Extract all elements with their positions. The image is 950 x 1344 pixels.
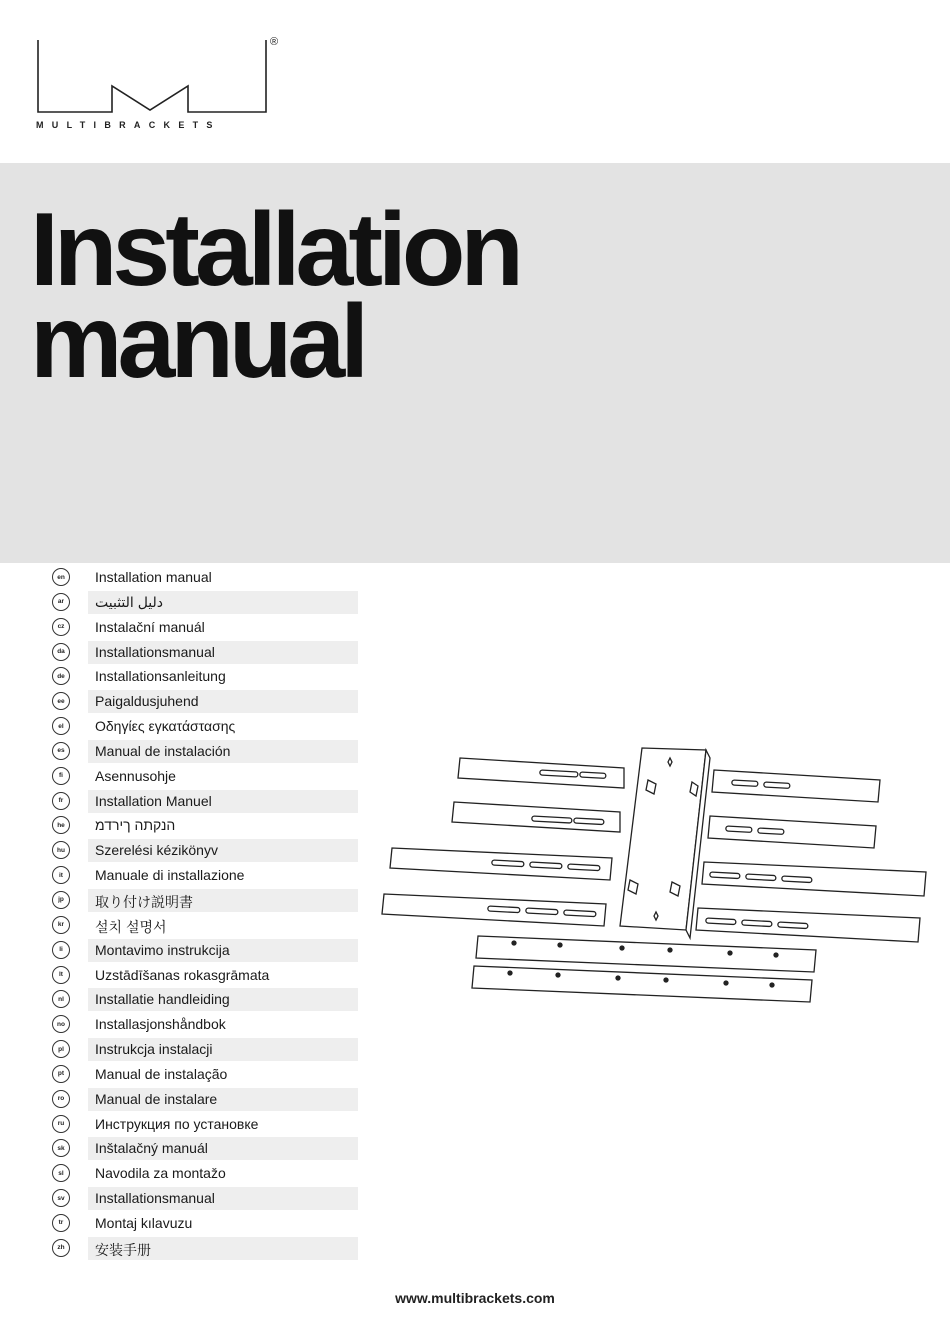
language-code-badge: ru <box>52 1115 70 1133</box>
language-code-badge: sv <box>52 1189 70 1207</box>
language-label: Paigaldusjuhend <box>95 693 199 710</box>
language-code-badge: nl <box>52 990 70 1008</box>
language-row-el <box>52 714 362 739</box>
page-title-line-2: manual <box>30 284 365 400</box>
language-row-fi <box>52 764 362 789</box>
language-row-hu <box>52 838 362 863</box>
language-code-badge: li <box>52 941 70 959</box>
language-row-da <box>52 640 362 665</box>
flat-bars <box>472 936 816 1002</box>
language-code-badge: pt <box>52 1065 70 1083</box>
language-row-en <box>52 565 362 590</box>
language-row-sk <box>52 1136 362 1161</box>
language-label: Instalační manuál <box>95 618 205 635</box>
language-code-badge: ar <box>52 593 70 611</box>
product-illustration <box>380 740 940 1015</box>
language-label: Manuale di installazione <box>95 867 245 884</box>
language-code-badge: pl <box>52 1040 70 1058</box>
language-label: 安装手册 <box>95 1241 151 1258</box>
language-row-ru <box>52 1112 362 1137</box>
language-row-ee <box>52 689 362 714</box>
language-code-badge: fr <box>52 792 70 810</box>
language-code-badge: hu <box>52 841 70 859</box>
language-row-tr <box>52 1211 362 1236</box>
language-label: Installationsmanual <box>95 643 215 660</box>
language-code-badge: jp <box>52 891 70 909</box>
right-arms <box>696 770 926 942</box>
language-row-li <box>52 938 362 963</box>
website-link[interactable]: www.multibrackets.com <box>395 1290 555 1306</box>
language-code-badge: it <box>52 866 70 884</box>
center-plate <box>620 748 710 938</box>
language-label: Installation Manuel <box>95 792 212 809</box>
language-code-badge: ro <box>52 1090 70 1108</box>
language-label: Οδηγίες εγκατάστασης <box>95 718 236 735</box>
language-code-badge: he <box>52 816 70 834</box>
language-code-badge: en <box>52 568 70 586</box>
language-label: Manual de instalare <box>95 1090 218 1107</box>
language-label: 설치 설명서 <box>95 918 167 935</box>
language-row-ar <box>52 590 362 615</box>
language-label: Szerelési kézikönyv <box>95 842 218 859</box>
language-code-badge: el <box>52 717 70 735</box>
language-label: Инструкция по установке <box>95 1115 259 1132</box>
language-label: Installationsmanual <box>95 1190 215 1207</box>
language-row-de <box>52 664 362 689</box>
language-row-nl <box>52 987 362 1012</box>
page-title-line-1: Installation <box>30 192 519 308</box>
language-label: Inštalačný manuál <box>95 1140 208 1157</box>
mb-logo-icon <box>34 36 294 118</box>
language-list <box>52 565 362 1261</box>
language-code-badge: kr <box>52 916 70 934</box>
language-row-zh <box>52 1236 362 1261</box>
language-code-badge: ee <box>52 692 70 710</box>
language-label: دليل التثبيت <box>95 593 164 610</box>
language-label: Asennusohje <box>95 767 176 784</box>
language-label: Installationsanleitung <box>95 668 226 685</box>
language-row-kr <box>52 913 362 938</box>
language-code-badge: no <box>52 1015 70 1033</box>
language-label: Installasjonshåndbok <box>95 1016 226 1033</box>
language-label: Instrukcja instalacji <box>95 1041 213 1058</box>
language-label: Manual de instalação <box>95 1065 228 1082</box>
language-label: Installation manual <box>95 569 212 585</box>
language-code-badge: fi <box>52 767 70 785</box>
language-row-fr <box>52 789 362 814</box>
language-label: 取り付け説明書 <box>95 893 193 910</box>
language-row-pl <box>52 1037 362 1062</box>
language-row-he <box>52 813 362 838</box>
language-code-badge: cz <box>52 618 70 636</box>
language-code-badge: sl <box>52 1164 70 1182</box>
language-row-sl <box>52 1161 362 1186</box>
language-code-badge: es <box>52 742 70 760</box>
language-label: Installatie handleiding <box>95 991 230 1008</box>
language-code-badge: zh <box>52 1239 70 1257</box>
language-code-badge: de <box>52 667 70 685</box>
registered-mark: ® <box>270 36 279 48</box>
language-label: Navodila za montažo <box>95 1165 226 1182</box>
brand-name: MULTIBRACKETS <box>36 120 221 130</box>
language-label: Montaj kılavuzu <box>95 1214 193 1231</box>
language-label: Uzstādīšanas rokasgrāmata <box>95 966 270 983</box>
language-label: Montavimo instrukcija <box>95 941 230 958</box>
language-row-jp <box>52 888 362 913</box>
language-row-no <box>52 1012 362 1037</box>
language-code-badge: sk <box>52 1139 70 1157</box>
language-row-sv <box>52 1186 362 1211</box>
language-code-badge: da <box>52 643 70 661</box>
language-row-es <box>52 739 362 764</box>
left-arms <box>382 758 624 926</box>
language-code-badge: lt <box>52 966 70 984</box>
language-label: הנקתה ךירדמ <box>95 817 176 834</box>
language-row-ro <box>52 1087 362 1112</box>
language-row-lt <box>52 963 362 988</box>
language-row-it <box>52 863 362 888</box>
language-code-badge: tr <box>52 1214 70 1232</box>
language-row-cz <box>52 615 362 640</box>
language-label: Manual de instalación <box>95 742 231 759</box>
brand-logo <box>34 36 294 136</box>
language-row-pt <box>52 1062 362 1087</box>
